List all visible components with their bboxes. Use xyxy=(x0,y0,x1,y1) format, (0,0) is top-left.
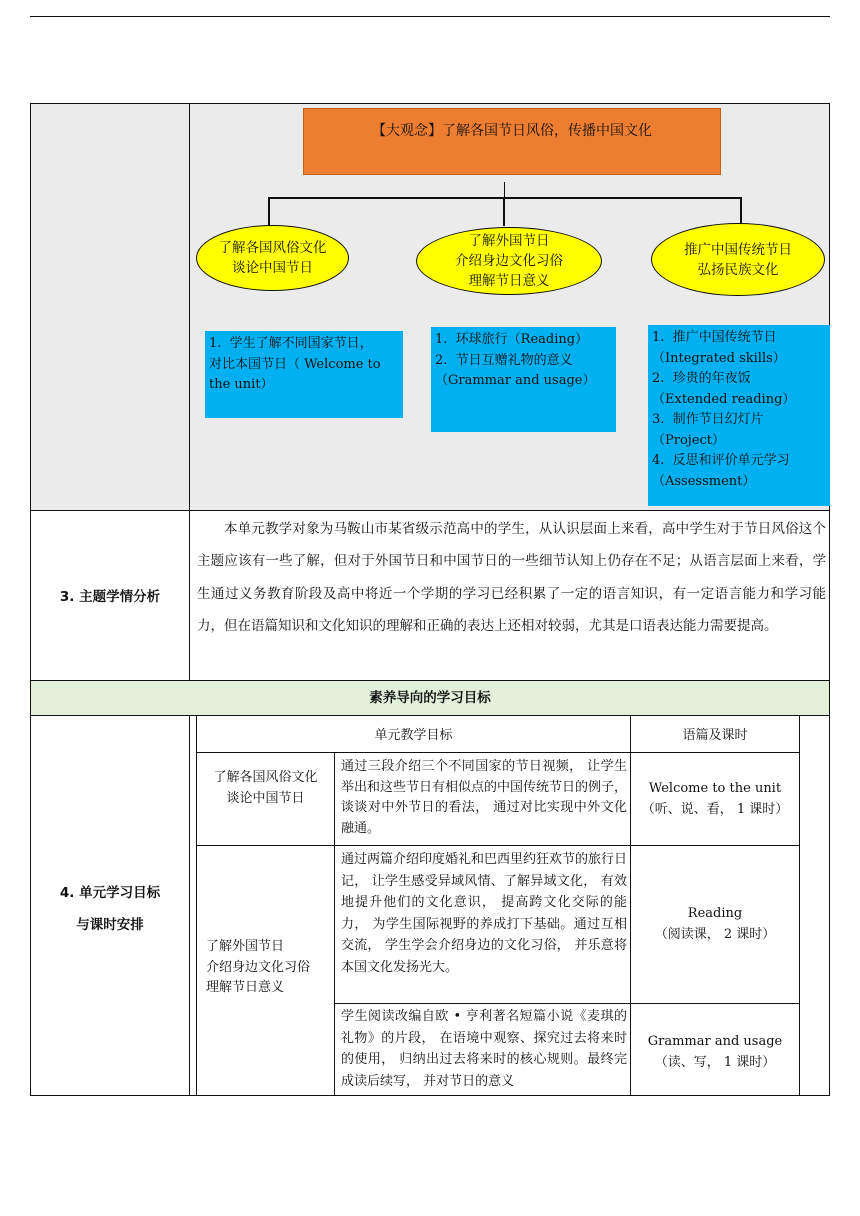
theme-1-line1: 了解各国风俗文化 xyxy=(213,770,318,785)
lesson-box-3-line: 2. 珍贵的年夜饭 xyxy=(652,371,751,386)
oval-goal-1 xyxy=(196,225,349,291)
lesson-box-2-line: 1. 环球旅行（Reading） xyxy=(435,332,589,347)
lesson-2-title: Reading xyxy=(687,906,743,921)
label-cell-empty xyxy=(31,104,189,510)
lesson-box-3 xyxy=(648,325,830,506)
lesson-cell-3 xyxy=(631,1032,799,1076)
goal-description-1: 通过三段介绍三个不同国家的节日视频， 让学生举出和这些节日有相似点的中国传统节日的例子， 谈谈对中外节日的看法， 通过对比实现中外文化融通。 xyxy=(341,759,628,836)
lesson-1-title: Welcome to the unit xyxy=(648,781,782,796)
lesson-box-3-line: 4. 反思和评价单元学习 xyxy=(652,453,790,468)
lesson-box-3-line: 1. 推广中国传统节日 xyxy=(652,330,777,345)
section4-label xyxy=(31,877,189,941)
lesson-box-3-line: （Project） xyxy=(652,432,726,448)
oval-goal-1-line1: 了解各国风俗文化 xyxy=(218,240,327,256)
lesson-cell-1 xyxy=(631,779,799,823)
oval-goal-2-line1: 了解外国节日 xyxy=(468,233,550,249)
oval-goal-2-line2: 介绍身边文化习俗 xyxy=(455,253,563,269)
lesson-box-3-line: （Assessment） xyxy=(652,473,756,489)
lesson-2-hours: （阅读课， 2 课时） xyxy=(654,926,776,942)
section4-label-line2: 与课时安排 xyxy=(76,917,144,933)
theme-2-line2: 介绍身边文化习俗 xyxy=(206,959,311,975)
oval-goal-3-line2: 弘扬民族文化 xyxy=(697,261,779,278)
theme-1-line2: 谈论中国节日 xyxy=(226,790,305,806)
oval-goal-1-line2: 谈论中国节日 xyxy=(232,260,313,276)
goal-description-3: 学生阅读改编自欧 • 亨利著名短篇小说《麦琪的礼物》的片段， 在语境中观察、探究过去将来时的使用， 归纳出过去将来时的核心规则。最终完成读后续写， 并对节日的意义 xyxy=(341,1009,627,1089)
oval-goal-3-line1: 推广中国传统节日 xyxy=(684,241,792,258)
header-rule xyxy=(30,16,830,17)
lesson-1-hours: （听、说、看， 1 课时） xyxy=(641,801,789,817)
header-lessons: 语篇及课时 xyxy=(682,728,748,743)
goals-banner: 素养导向的学习目标 xyxy=(31,681,829,715)
lesson-3-title: Grammar and usage xyxy=(647,1034,783,1049)
lesson-box-2 xyxy=(431,327,616,432)
theme-cell-1 xyxy=(197,768,334,812)
lesson-box-2-line: 2. 节日互赠礼物的意义 xyxy=(435,352,573,368)
lesson-box-3-line: （Extended reading） xyxy=(652,391,796,407)
lesson-box-1-line: 对比本国节日（ Welcome to xyxy=(209,356,381,372)
lesson-cell-2 xyxy=(631,904,799,948)
lesson-box-1-line: 1. 学生了解不同国家节日， xyxy=(209,336,373,351)
theme-cell-2 xyxy=(206,937,334,1001)
theme-2-line3: 理解节日意义 xyxy=(206,980,285,995)
big-idea-box xyxy=(303,108,721,175)
lesson-box-3-line: （Integrated skills） xyxy=(652,350,786,366)
lesson-box-1-line: the unit） xyxy=(209,377,274,392)
oval-goal-2-line3: 理解节日意义 xyxy=(468,273,550,289)
header-unit-goals: 单元教学目标 xyxy=(374,728,453,743)
oval-goal-3 xyxy=(651,223,825,296)
section3-label: 3. 主题学情分析 xyxy=(59,589,161,605)
lesson-box-1 xyxy=(205,331,403,418)
lesson-3-hours: （读、写， 1 课时） xyxy=(654,1054,776,1070)
section4-label-line1: 4. 单元学习目标 xyxy=(59,885,161,901)
big-idea-text: 【大观念】了解各国节日风俗，传播中国文化 xyxy=(372,123,652,139)
oval-goal-2 xyxy=(416,227,602,295)
section3-paragraph: 本单元教学对象为马鞍山市某省级示范高中的学生，从认识层面上来看，高中学生对于节日风俗这个主题应该有一些了解，但对于外国节日和中国节日的一些细节认知上仍存在不足；从语言层面上来看，学生通过义务教育阶段及高中将近一个学期的学习已经积累了一定的语言知识，有一定语言能力和学习能力，但在语篇知识和文化知识的理解和正确的表达上还相对较弱，尤其是口语表达能力需要提高。 xyxy=(197,521,826,635)
lesson-box-3-line: 3. 制作节日幻灯片 xyxy=(652,412,764,427)
lesson-box-2-line: （Grammar and usage） xyxy=(435,373,596,388)
goal-description-2: 通过两篇介绍印度婚礼和巴西里约狂欢节的旅行日记， 让学生感受异域风情、了解异域文化， 有效地提升他们的文化意识， 提高跨文化交际的能力， 为学生国际视野的养成打下基础。通过互相交流， 学生学会介绍身边的文化习俗， 并乐意将本国文化发扬光大。 xyxy=(341,852,628,975)
theme-2-line1: 了解外国节日 xyxy=(206,939,285,954)
